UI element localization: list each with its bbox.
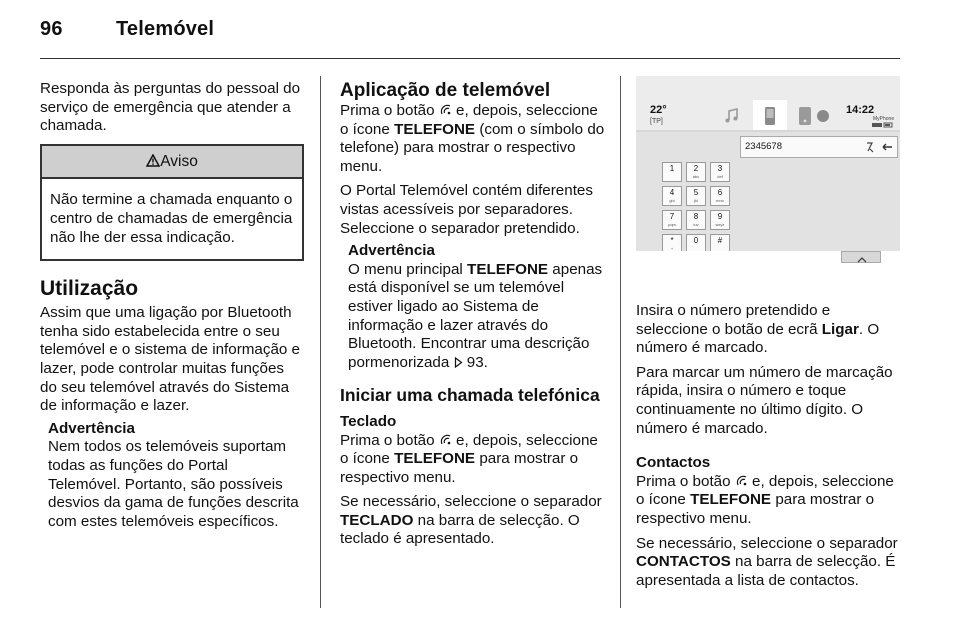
- keypad-key[interactable]: [662, 186, 682, 206]
- text-run: na barra de selecção. O teclado é apresentado.: [340, 511, 580, 548]
- text-run: Se necessário, seleccione o separador: [340, 493, 602, 511]
- keypad-screen-illustration: [636, 76, 900, 287]
- paragraph-contactos-2: [636, 535, 904, 591]
- section-title-chamada: Iniciar uma chamada telefónica: [340, 385, 600, 406]
- keypad-key-letters: jkl: [694, 198, 698, 203]
- keypad-key[interactable]: [662, 162, 682, 182]
- keypad-key-letters: def: [717, 174, 723, 179]
- subheading-teclado: Teclado: [340, 412, 397, 430]
- section-title-utilizacao: Utilização: [40, 277, 139, 301]
- text-run: e, depois, seleccione o ícone: [636, 472, 894, 509]
- music-note-icon: [716, 104, 750, 128]
- dialed-number: 2345678: [745, 141, 782, 152]
- warning-triangle-icon: [146, 154, 160, 167]
- bold-term: TELEFONE: [394, 120, 476, 138]
- keypad-key-digit: 6: [717, 188, 723, 197]
- keypad-key[interactable]: [686, 162, 706, 182]
- home-button-icon: [439, 433, 452, 446]
- keypad-key-letters: wxyz: [715, 222, 725, 227]
- note-title: Advertência: [348, 242, 435, 260]
- paragraph-teclado-2: [340, 493, 606, 549]
- column-3: [636, 302, 904, 590]
- bold-term: TELEFONE: [394, 450, 476, 468]
- text-run: Prima o botão: [340, 102, 435, 119]
- paragraph-app-1: [340, 102, 606, 176]
- keypad-key[interactable]: [662, 210, 682, 230]
- column-1: [40, 80, 304, 531]
- warning-text: Não termine a chamada enquanto o centro de chamadas de emergência não lhe der essa indicação.: [50, 191, 293, 246]
- text-run: Se necessário, seleccione o separador: [636, 534, 898, 552]
- section-title-aplicacao: Aplicação de telemóvel: [340, 80, 551, 101]
- text-run: O menu principal: [348, 260, 463, 278]
- globe-icon: [806, 104, 840, 128]
- screen-sub-label: [TP]: [650, 118, 663, 125]
- text-run: na barra de selecção. É apresentada a lista de contactos.: [636, 553, 896, 589]
- chevron-up-icon: [842, 255, 882, 265]
- text-run: Insira o número pretendido e seleccione o botão de ecrã: [636, 302, 831, 338]
- keypad-key[interactable]: [710, 210, 730, 230]
- bold-term: TELEFONE: [690, 491, 772, 509]
- note-title: Advertência: [48, 419, 135, 437]
- keypad-key[interactable]: [710, 186, 730, 206]
- note-block: [40, 420, 304, 532]
- section-text: Assim que uma ligação por Bluetooth tenha sido estabelecida entre o seu telemóvel e o sistema de informação e lazer, pode controlar muitas funções do seu telemóvel através do Sistema de informação e lazer.: [40, 304, 301, 415]
- keypad-key-digit: 7: [669, 212, 675, 221]
- home-button-icon: [735, 474, 748, 487]
- keypad-key[interactable]: [686, 186, 706, 206]
- keypad-key-letters: mno: [716, 198, 724, 203]
- keypad-key-digit: 5: [693, 188, 699, 197]
- bold-term: Ligar: [821, 320, 859, 338]
- column-divider-1: [320, 76, 321, 608]
- note-text: Nem todos os telemóveis suportam todas as funções do Portal Telemóvel. Portanto, são possíveis desvios da gama de funções descrita com estes telemóveis específicos.: [48, 438, 299, 530]
- page-reference: 93.: [466, 353, 488, 371]
- column-2: [340, 80, 606, 549]
- column-divider-2: [620, 76, 621, 608]
- text-run: Prima o botão: [636, 472, 731, 490]
- warning-label: Aviso: [160, 152, 198, 170]
- subheading-contactos: Contactos: [636, 454, 711, 472]
- keypad-key-letters: abc: [692, 174, 700, 179]
- keypad-key[interactable]: [686, 210, 706, 230]
- number-display: [740, 136, 898, 158]
- note-block-2: [340, 242, 606, 372]
- text-run: Prima o botão: [340, 431, 435, 449]
- phone-icon: [753, 104, 787, 128]
- page-number: 96: [40, 18, 63, 40]
- keypad-key-digit: 9: [717, 212, 723, 221]
- warning-box: [40, 144, 304, 261]
- voicemail-icon: [865, 141, 875, 153]
- keypad-key-digit: 2: [693, 164, 699, 173]
- text-run: e, depois, seleccione o ícone: [340, 102, 598, 138]
- home-button-icon: [439, 103, 452, 116]
- page-header: [40, 18, 214, 41]
- intro-text: Responda às perguntas do pessoal do serviço de emergência que atender a chamada.: [40, 80, 301, 135]
- screen-phone-name: MyPhone: [873, 116, 895, 122]
- bold-term: TECLADO: [340, 511, 414, 529]
- text-run: para mostrar o respectivo menu.: [340, 450, 579, 486]
- text-run: e, depois, seleccione o ícone: [340, 431, 598, 468]
- paragraph-teclado-1: [340, 432, 606, 488]
- expand-button[interactable]: [841, 251, 881, 263]
- bold-term: CONTACTOS: [636, 553, 731, 571]
- screen-status-bar: [636, 76, 900, 130]
- text-run: para mostrar o respectivo menu.: [636, 491, 875, 527]
- keypad-key-digit: 0: [693, 236, 699, 245]
- paragraph-app-2: O Portal Telemóvel contém diferentes vistas acessíveis por separadores. Seleccione o separador pretendido.: [340, 182, 593, 237]
- paragraph-contactos-1: [636, 473, 904, 529]
- text-run: apenas está disponível se um telemóvel estiver ligado ao Sistema de informação e lazer através do Bluetooth. Encontrar uma descrição pormenorizada: [348, 260, 603, 371]
- page-title: Telemóvel: [116, 18, 215, 40]
- paragraph-speed-dial: Para marcar um número de marcação rápida, insira o número e toque continuamente no último dígito. O número é marcado.: [636, 363, 893, 437]
- keypad-key-digit: *: [670, 236, 674, 245]
- backspace-icon: [881, 142, 893, 152]
- paragraph-ligar: [636, 302, 904, 358]
- keypad-key-digit: #: [717, 236, 723, 245]
- keypad-key-digit: 1: [669, 164, 675, 173]
- page-reference-icon: [454, 357, 463, 368]
- keypad-key-letters: tuv: [693, 222, 699, 227]
- keypad-key[interactable]: [710, 162, 730, 182]
- keypad-key-letters: ghi: [669, 198, 675, 203]
- keypad-key-digit: 8: [693, 212, 699, 221]
- signal-battery-icon: [872, 122, 894, 128]
- keypad-key-letters: +: [670, 246, 674, 251]
- keypad-key-letters: pqrs: [668, 222, 676, 227]
- note-text-2: [348, 261, 606, 373]
- keypad-key-digit: 4: [669, 188, 675, 197]
- text-run: (com o símbolo do telefone) para mostrar o respectivo menu.: [340, 120, 605, 175]
- warning-header: [42, 146, 302, 180]
- header-rule: [40, 58, 900, 59]
- text-run: . O número é marcado.: [636, 320, 880, 357]
- screen-clock: 14:22: [846, 104, 875, 116]
- bold-term: TELEFONE: [467, 260, 549, 278]
- screen-temperature: 22°: [650, 104, 667, 116]
- keypad-key-digit: 3: [717, 164, 723, 173]
